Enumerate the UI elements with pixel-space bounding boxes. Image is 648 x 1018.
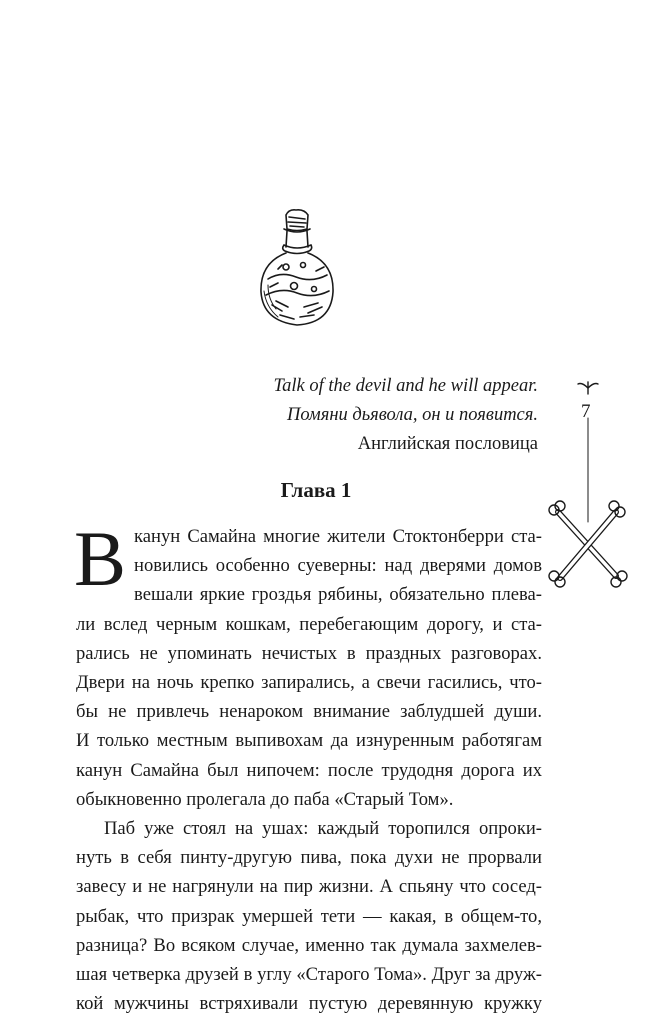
text-line: новились особенно суеверны: над дверями домов	[134, 555, 542, 577]
text-line: рыбак, что призрак умершей тети — какая, в общем-то,	[76, 905, 542, 927]
page-number: 7	[581, 401, 591, 422]
paragraph-2	[76, 814, 542, 1018]
potion-flask-illustration	[256, 207, 338, 329]
text-line: И только местным выпивохам да изнуренным работягам	[76, 730, 542, 752]
text-line: Двери на ночь крепко запирались, а свечи гасились, что-	[76, 672, 542, 694]
text-line: обыкновенно пролегала до паба «Старый Том».	[76, 788, 454, 810]
text-line: канун Самайна был нипочем: после трудодня дорога их	[76, 759, 542, 781]
text-line: кой мужчины встряхивали пустую деревянную кружку	[76, 993, 542, 1015]
text-line: Паб уже стоял на ушах: каждый торопился опроки-	[104, 818, 542, 840]
epigraph	[274, 372, 538, 459]
text-line: разница? Во всяком случае, именно так думала захмелев-	[76, 934, 542, 956]
body-text	[74, 515, 542, 1018]
chapter-title-text: Глава 1	[280, 478, 352, 502]
text-line: вешали яркие гроздья рябины, обязательно плева-	[134, 584, 542, 606]
drop-cap: В	[74, 515, 127, 602]
epigraph-source: Английская пословица	[357, 434, 538, 454]
text-line: завесу и не нагрянули на пир жизни. А спьяну что сосед-	[76, 876, 542, 898]
text-line: нуть в себя пинту-другую пива, пока духи не прорвали	[76, 847, 542, 869]
text-line: бы не привлечь ненароком внимание заблудшей души.	[76, 701, 542, 723]
text-line: шая четверка друзей в углу «Старого Тома». Друг за друж-	[76, 964, 542, 986]
epigraph-english: Talk of the devil and he will appear.	[273, 376, 538, 396]
text-line: ли вслед черным кошкам, перебегающим дорогу, и ста-	[76, 613, 542, 635]
epigraph-russian: Помяни дьявола, он и появится.	[287, 405, 538, 425]
text-line: рались не упоминать нечистых в праздных разговорах.	[76, 642, 542, 664]
text-line: канун Самайна многие жители Стоктонберри ста-	[134, 526, 542, 547]
paragraph-1	[74, 515, 542, 814]
chapter-title	[0, 478, 648, 503]
